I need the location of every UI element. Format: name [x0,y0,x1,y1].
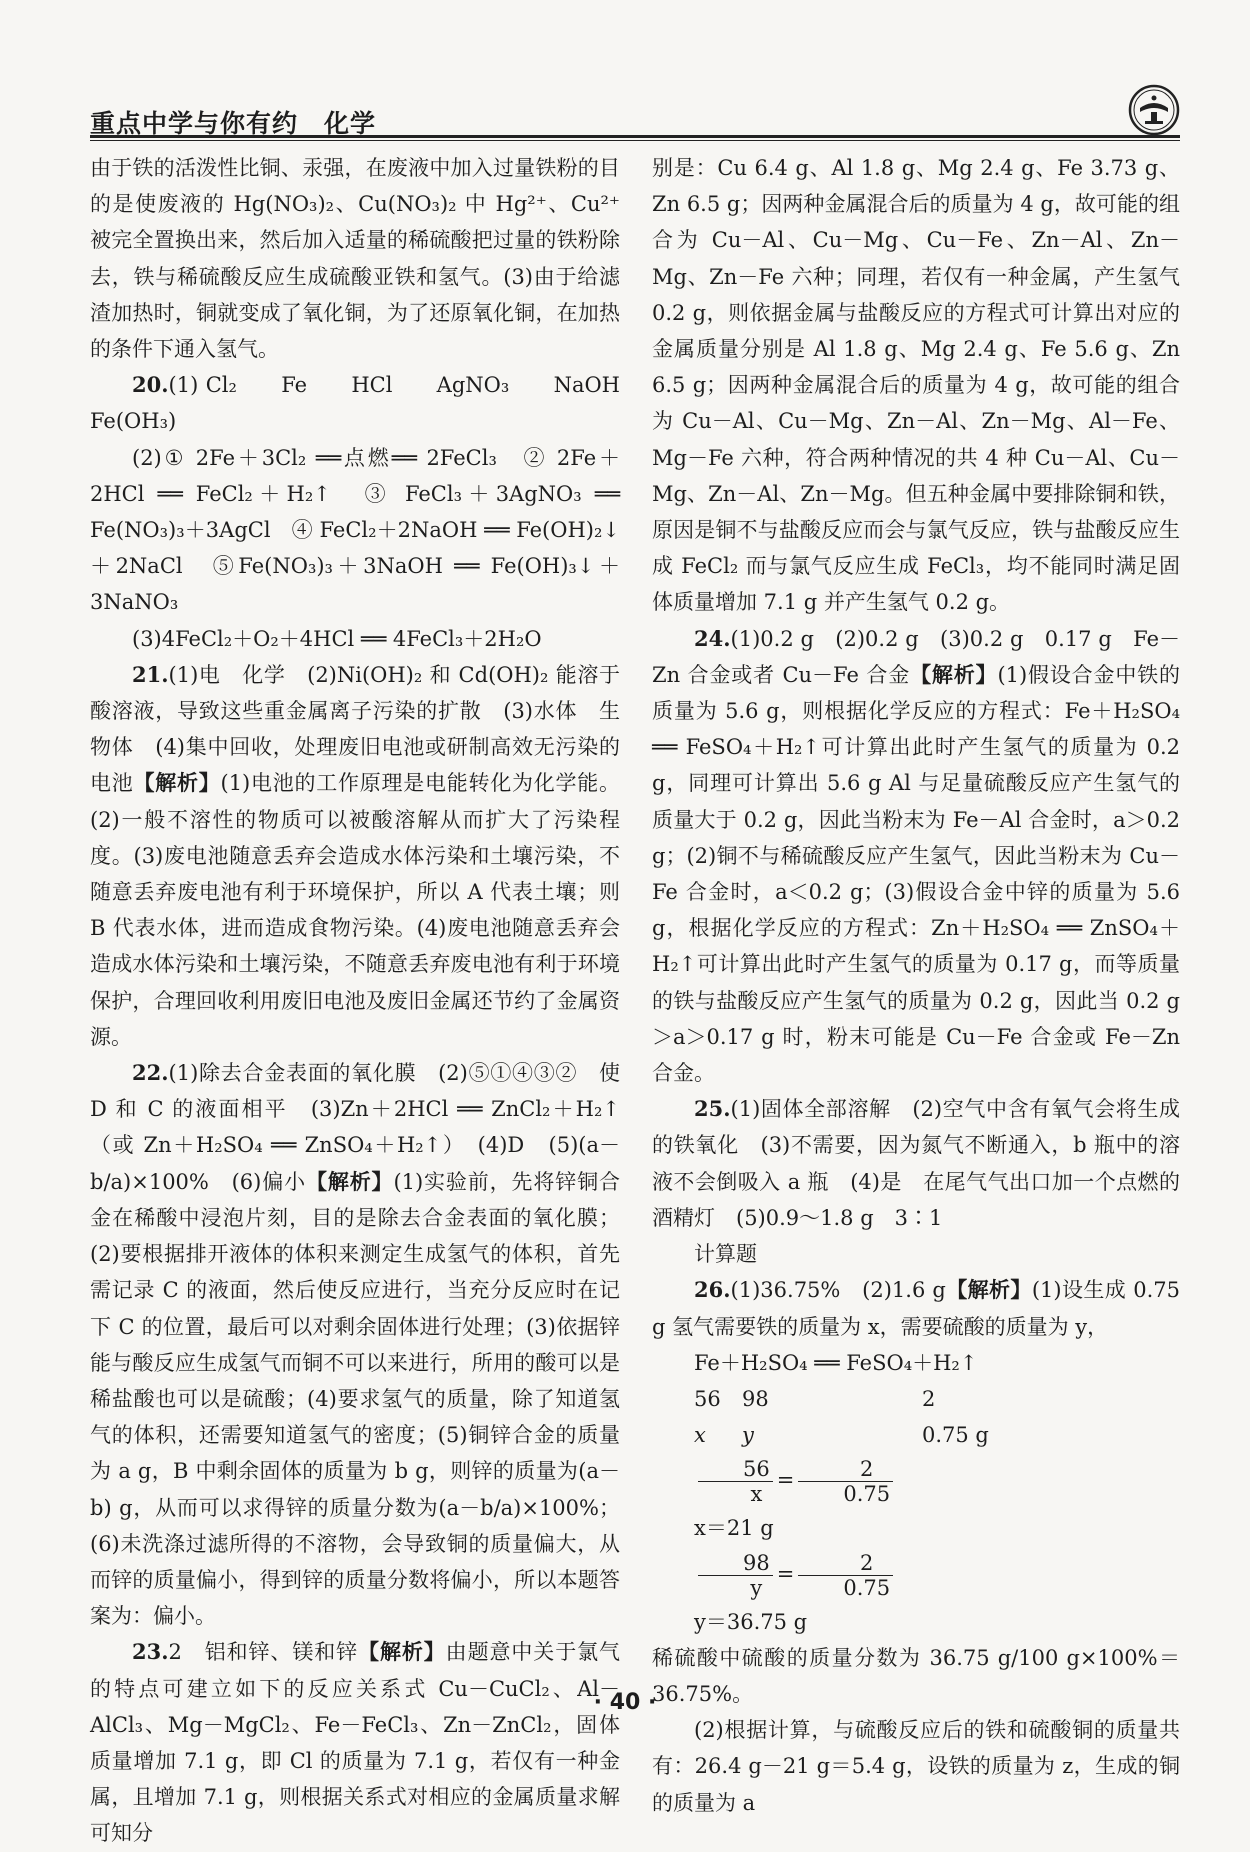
analysis-tag: 【解析】 [945,1278,1032,1303]
conclusion: 稀硫酸中硫酸的质量分数为 36.75 g/100 g×100%＝36.75%。 [652,1645,1180,1706]
ratio-cell: x [694,1423,706,1448]
chemical-equation: Fe＋H₂SO₄ ══ FeSO₄＋H₂↑ [694,1350,978,1375]
analysis-tag: 【解析】 [358,1640,446,1665]
question-number: 21. [132,661,169,687]
fraction [798,1551,893,1600]
answer-20-part3: (3)4FeCl₂＋O₂＋4HCl ══ 4FeCl₃＋2H₂O [132,626,542,651]
numerator: 2 [798,1457,893,1482]
ratio-row [652,1417,1180,1453]
answer-20 [90,367,641,439]
book-logo-icon [1128,84,1180,136]
question-number: 20. [132,372,169,398]
page-number: · 40 · [593,1690,657,1715]
answer-text: (1)固体全部溶解 (2)空气中含有氧气会将生成的铁氧化 (3)不需要，因为氮气不断通入，b 瓶中的溶液不会倒吸入 a 瓶 (4)是 在尾气气出口加一个点燃的酒精灯 (5)0.9～1.8 g 3∶1 [652,1097,1180,1230]
analysis-text: (1)实验前，先将锌铜合金在稀酸中浸泡片刻，目的是除去合金表面的氧化膜；(2)要根据排开液体的体积来测定生成氢气的体积，首先需记录 C 的液面，然后使反应进行，当充分反应时在记下 C 的位置，最后可以对剩余固体进行处理；(3)依据锌能与酸反应生成氢气而铜不可以来进行，所用的酸可以是稀盐酸也可以是硫酸；(4)要求氢气的质量，除了知道氢气的体积，还需要知道氢气的密度；(5)铜锌合金的质量为 a g，B 中剩余固体的质量为 b g，则锌的质量为(a－b) g，从而可以求得锌的质量分数为(a－b/a)×100%；(6)未洗涤过滤所得的不溶物，会导致铜的质量偏大，从而锌的质量偏小，得到锌的质量分数将偏小，所以本题答案为：偏小。 [90,1169,620,1629]
header-title: 重点中学与你有约 化学 [90,109,377,138]
answer-23 [90,1634,620,1851]
page-header [90,84,1180,138]
answer-25 [652,1091,1180,1236]
question-number: 22. [132,1060,169,1086]
analysis-text: (1)设生成 0.75 g 氢气需要铁的质量为 x，需要硫酸的质量为 y， [652,1278,1180,1339]
ratio-cell: 0.75 g [922,1423,989,1448]
question-number: 24. [694,625,731,651]
analysis-tag: 【解析】 [305,1169,394,1194]
answer-text: 2 铝和锌、镁和锌 [168,1640,359,1665]
fraction [798,1457,893,1506]
proportion: $\frac{56}{x}$ = $\frac{2}{0.75}$ [652,1457,1180,1506]
answer-20-equations: (2)① 2Fe＋3Cl₂ ══点燃══ 2FeCl₃ ② 2Fe＋2HCl ══ FeCl₂＋H₂↑ ③ FeCl₃＋3AgNO₃ ══ Fe(NO₃)₃＋3AgCl ④ FeCl₂＋2NaOH ══ Fe(OH)₂↓＋2NaCl ⑤Fe(NO₃)₃＋3NaOH ══ Fe(OH)₃↓＋3NaNO₃ [90,445,620,615]
header-rule [90,135,1180,138]
answer-24 [652,621,1180,1092]
analysis-text: (1)假设合金中铁的质量为 5.6 g，则根据化学反应的方程式：Fe＋H₂SO₄ ══ FeSO₄＋H₂↑可计算出此时产生氢气的质量为 0.2 g，同理可计算出 5.6 g Al 与足量硫酸反应产生氢气的质量大于 0.2 g，因此当粉末为 Fe－Al 合金时，a＞0.2 g；(2)铜不与稀硫酸反应产生氢气，因此当粉末为 Cu－Fe 合金时，a＜0.2 g；(3)假设合金中锌的质量为 5.6 g，根据化学反应的方程式：Zn＋H₂SO₄ ══ ZnSO₄＋H₂↑可计算出此时产生氢气的质量为 0.17 g，而等质量的铁与盐酸反应产生氢气的质量为 0.2 g，因此当 0.2 g＞a＞0.17 g 时，粉末可能是 Cu－Fe 合金或 Fe－Zn 合金。 [652,662,1181,1086]
answer-22 [90,1055,620,1634]
ratio-row [652,1381,1180,1417]
analysis-text: (1)电池的工作原理是电能转化为化学能。(2)一般不溶性的物质可以被酸溶解从而扩大了污染程度。(3)废电池随意丢弃会造成水体污染和土壤污染，不随意丢弃废电池有利于环境保护，所以 A 代表土壤；则 B 代表水体，进而造成食物污染。(4)废电池随意丢弃会造成水体污染和土壤污染，不随意丢弃废电池有利于环境保护，合理回收利用废旧电池及废旧金属还节约了金属资源。 [90,771,620,1049]
result: x＝21 g [694,1516,774,1541]
ratio-cell: 2 [922,1386,936,1411]
fraction [698,1457,773,1506]
answer-text: (1)36.75% (2)1.6 g [730,1278,946,1303]
section-heading: 计算题 [694,1242,757,1267]
fraction [698,1551,773,1600]
proportion: $\frac{98}{y}$ = $\frac{2}{0.75}$ [652,1551,1180,1600]
answer-text: (1)除去合金表面的氧化膜 (2)⑤①④③② 使 D 和 C 的液面相平 (3)Zn＋2HCl ══ ZnCl₂＋H₂↑（或 Zn＋H₂SO₄ ══ ZnSO₄＋H₂↑） (4)D (5)(a－b/a)×100% (6)偏小 [90,1061,620,1194]
question-number: 23. [132,1639,169,1665]
analysis-text: 由题意中关于氯气的特点可建立如下的反应关系式 Cu－CuCl₂、Al－AlCl₃、Mg－MgCl₂、Fe－FeCl₃、Zn－ZnCl₂，固体质量增加 7.1 g，即 Cl 的质量为 7.1 g，若仅有一种金属，且增加 7.1 g，则根据关系式对相应的金属质量求解可知分 [90,1640,620,1846]
answer-21 [90,657,620,1055]
answer-text: (1)0.2 g (2)0.2 g (3)0.2 g 0.17 g Fe－Zn 合金或者 Cu－Fe 合金 [652,626,1180,687]
result: y＝36.75 g [694,1609,808,1634]
header-rule-thin [90,140,1180,141]
denominator: 0.75 [843,1482,891,1507]
calculation-block [652,1345,1180,1640]
answer-text: (1) Cl₂ Fe HCl AgNO₃ NaOH Fe(OH₃) [90,373,641,434]
question-number: 26. [694,1277,731,1303]
numerator: 56 [698,1457,773,1482]
ratio-cell: 56 [694,1386,721,1411]
question-number: 25. [694,1096,731,1122]
right-column [652,150,1180,1821]
ratio-cell: 98 [742,1386,769,1411]
ratio-cell: y [742,1423,754,1448]
denominator: y [750,1575,763,1600]
paragraph: 由于铁的活泼性比铜、汞强，在废液中加入过量铁粉的目的是使废液的 Hg(NO₃)₂、Cu(NO₃)₂ 中 Hg²⁺、Cu²⁺ 被完全置换出来，然后加入适量的稀硫酸把过量的铁粉除去，铁与稀硫酸反应生成硫酸亚铁和氢气。(3)由于给滤渣加热时，铜就变成了氧化铜，为了还原氧化铜，在加热的条件下通入氢气。 [90,156,620,362]
answer-26 [652,1272,1180,1344]
analysis-tag: 【解析】 [133,771,221,796]
numerator: 98 [698,1551,773,1576]
answer-26-part2: (2)根据计算，与硫酸反应后的铁和硫酸铜的质量共有：26.4 g－21 g＝5.4 g，设铁的质量为 z，生成的铜的质量为 a [652,1718,1180,1815]
denominator: x [750,1482,763,1507]
denominator: 0.75 [843,1575,891,1600]
analysis-tag: 【解析】 [910,662,998,687]
answer-text: (1)电 化学 (2)Ni(OH)₂ 和 Cd(OH)₂ 能溶于酸溶液，导致这些重金属离子污染的扩散 (3)水体 生物体 (4)集中回收，处理废旧电池或研制高效无污染的电池 [90,662,620,796]
numerator: 2 [798,1551,893,1576]
paragraph: 别是：Cu 6.4 g、Al 1.8 g、Mg 2.4 g、Fe 3.73 g、Zn 6.5 g；因两种金属混合后的质量为 4 g，故可能的组合为 Cu－Al、Cu－Mg、Cu－Fe、Zn－Al、Zn－Mg、Zn－Fe 六种；同理，若仅有一种金属，产生氢气 0.2 g，则依据金属与盐酸反应的方程式可计算出对应的金属质量分别是 Al 1.8 g、Mg 2.4 g、Fe 5.6 g、Zn 6.5 g；因两种金属混合后的质量为 4 g，故可能的组合为 Cu－Al、Cu－Mg、Zn－Al、Zn－Mg、Al－Fe、Mg－Fe 六种，符合两种情况的共 4 种 Cu－Al、Cu－Mg、Zn－Al、Zn－Mg。但五种金属中要排除铜和铁，原因是铜不与盐酸反应而会与氯气反应，铁与盐酸反应生成 FeCl₂ 而与氯气反应生成 FeCl₃，均不能同时满足固体质量增加 7.1 g 并产生氢气 0.2 g。 [652,156,1180,615]
